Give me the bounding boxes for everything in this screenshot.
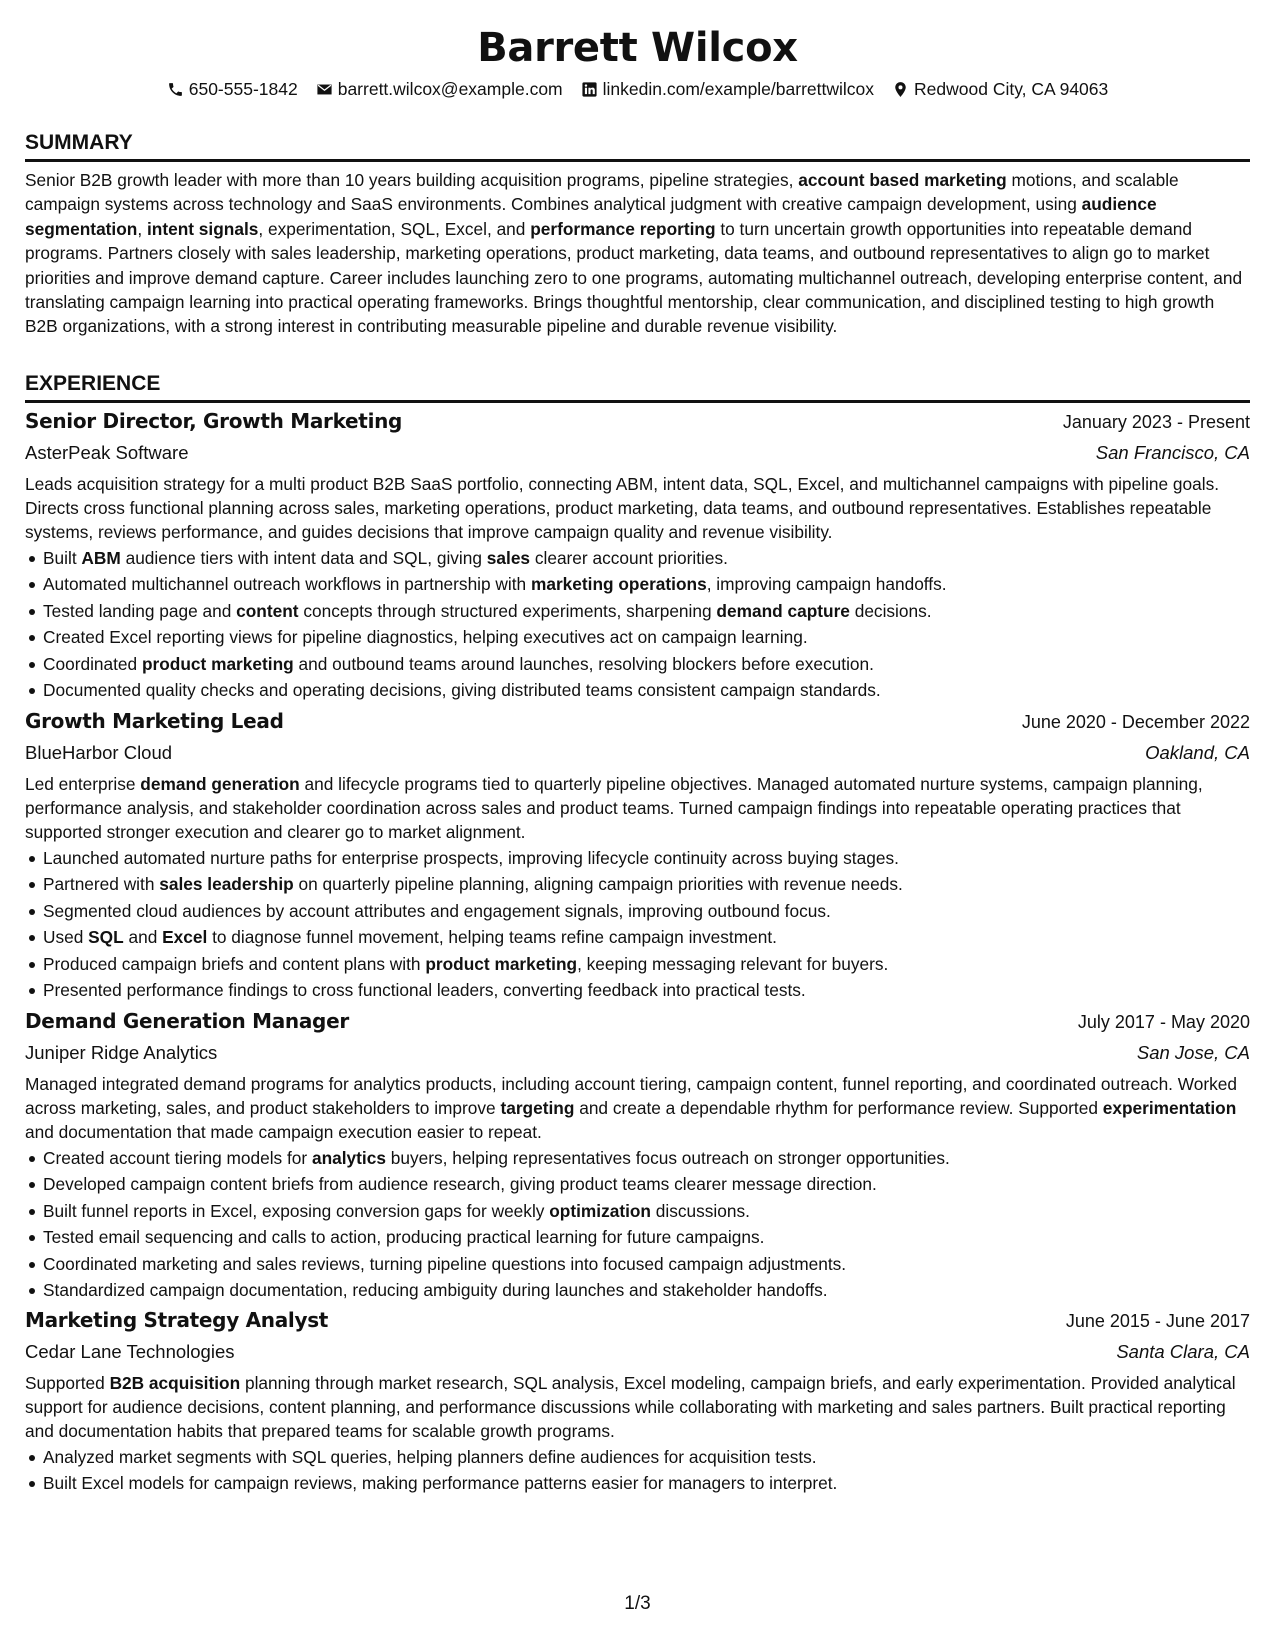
text-run: Senior B2B growth leader with more than 10 years building acquisition programs, pipeline strategies, (25, 170, 799, 190)
job-title: Senior Director, Growth Marketing (25, 409, 403, 433)
text-run: Built (43, 547, 82, 568)
linkedin-text[interactable]: linkedin.com/example/barrettwilcox (602, 79, 875, 99)
bullet-item (25, 871, 1250, 898)
text-run: , improving campaign handoffs. (706, 574, 947, 595)
job-title: Demand Generation Manager (25, 1009, 349, 1033)
job-bullets (25, 1145, 1250, 1304)
company-name: BlueHarbor Cloud (25, 742, 173, 763)
summary-text (25, 168, 1250, 339)
map-pin-icon (892, 81, 909, 98)
text-run: Tested landing page and (43, 600, 237, 621)
contact-phone (167, 78, 298, 100)
text-run: Used (43, 927, 89, 948)
candidate-name: Barrett Wilcox (477, 25, 798, 71)
bullet-item (25, 677, 1250, 704)
text-run: Built Excel models for campaign reviews, making performance patterns easier for managers to interpret. (43, 1473, 838, 1494)
text-run: concepts through structured experiments, sharpening (298, 600, 717, 621)
bold-keyword: experimentation (1102, 1098, 1237, 1119)
bullet-item (25, 898, 1250, 925)
text-run: Automated multichannel outreach workflows in partnership with (43, 574, 531, 595)
text-run: buyers, helping representatives focus outreach on stronger opportunities. (385, 1147, 950, 1168)
text-run: Standardized campaign documentation, reducing ambiguity during launches and stakeholder handoffs. (43, 1280, 828, 1301)
bold-keyword: content (236, 600, 299, 621)
bold-keyword: marketing operations (530, 574, 707, 595)
bullet-item (25, 1277, 1250, 1304)
bullet-item (25, 545, 1250, 572)
bold-keyword: audience segmentation (25, 194, 1157, 239)
company-name: Juniper Ridge Analytics (25, 1042, 218, 1063)
job-header (25, 1305, 1250, 1336)
text-run: motions, and scalable campaign systems across technology and SaaS environments. Combines analytical judgment with creative campaign development, using (25, 170, 1179, 215)
bullet-item (25, 1198, 1250, 1225)
job-description (25, 772, 1250, 845)
text-run: Coordinated (43, 653, 142, 674)
bullet-item (25, 1251, 1250, 1278)
text-run: Segmented cloud audiences by account attributes and engagement signals, improving outbound focus. (43, 900, 831, 921)
text-run: Supported (25, 1373, 110, 1393)
job-entry (25, 1006, 1250, 1304)
section-title-summary: SUMMARY (25, 130, 1250, 162)
job-description (25, 1371, 1250, 1444)
bold-keyword: Excel (162, 927, 208, 948)
experience-section (25, 371, 1250, 403)
bullet-item (25, 571, 1250, 598)
job-bullets (25, 1444, 1250, 1497)
job-dates: June 2015 - June 2017 (1065, 1311, 1250, 1331)
bold-keyword: intent signals (146, 218, 259, 239)
contact-linkedin[interactable] (581, 78, 874, 100)
bold-keyword: account based marketing (798, 170, 1007, 190)
text-run: audience tiers with intent data and SQL, giving (120, 547, 487, 568)
text-run: Developed campaign content briefs from audience research, giving product teams clearer message direction. (43, 1174, 877, 1195)
text-run: , (137, 218, 147, 239)
text-run: Managed integrated demand programs for analytics products, including account tiering, campaign content, funnel reporting, and coordinated outreach. Worked across marketing, sales, and product stakeholders to improve (25, 1074, 1238, 1119)
job-location: San Francisco, CA (1095, 442, 1250, 463)
job-dates: July 2017 - May 2020 (1077, 1012, 1250, 1032)
company-name: AsterPeak Software (25, 442, 189, 463)
job-entry (25, 1305, 1250, 1497)
text-run: Analyzed market segments with SQL queries, helping planners define audiences for acquisition tests. (43, 1446, 817, 1467)
text-run: clearer account priorities. (530, 547, 728, 568)
job-header (25, 1006, 1250, 1037)
bullet-item (25, 1224, 1250, 1251)
phone-text: 650-555-1842 (188, 79, 298, 99)
location-text: Redwood City, CA 94063 (914, 79, 1109, 99)
text-run: Created Excel reporting views for pipeline diagnostics, helping executives act on campaign learning. (43, 627, 808, 648)
contact-email[interactable] (316, 78, 563, 100)
job-entry (25, 406, 1250, 704)
bullet-item (25, 1171, 1250, 1198)
job-title: Growth Marketing Lead (25, 709, 284, 733)
text-run: decisions. (849, 600, 932, 621)
page-number: 1/3 (624, 1593, 651, 1614)
job-description (25, 472, 1250, 545)
job-dates: January 2023 - Present (1062, 412, 1250, 432)
bold-keyword: sales (486, 547, 531, 568)
bullet-item (25, 845, 1250, 872)
bold-keyword: analytics (311, 1147, 386, 1168)
job-subheader (25, 438, 1250, 468)
text-run: Documented quality checks and operating decisions, giving distributed teams consistent campaign standards. (43, 680, 881, 701)
bullet-item (25, 651, 1250, 678)
text-run: Produced campaign briefs and content plans with (43, 953, 426, 974)
text-run: Tested email sequencing and calls to action, producing practical learning for future campaigns. (43, 1227, 765, 1248)
text-run: to turn uncertain growth opportunities into repeatable demand programs. Partners closely with sales leadership, marketing operations, product marketing, data teams, and outbound representatives to align go to market priorities and improve demand capture. Career includes launching zero to one programs, automating multichannel outreach, developing enterprise content, and translating campaign learning into practical operating frameworks. Brings thoughtful mentorship, clear communication, and disciplined testing to high growth B2B organizations, with a strong interest in contributing measurable pipeline and durable revenue visibility. (25, 218, 1243, 337)
email-text[interactable]: barrett.wilcox@example.com (337, 79, 563, 99)
contact-bar (25, 78, 1250, 100)
job-subheader (25, 738, 1250, 768)
bold-keyword: demand generation (140, 774, 300, 794)
text-run: and lifecycle programs tied to quarterly pipeline objectives. Managed automated nurture systems, campaign planning, performance analysis, and stakeholder coordination across sales and product teams. Turned campaign findings into repeatable operating practices that supported stronger execution and clearer go to market alignment. (25, 774, 1203, 843)
text-run: , keeping messaging relevant for buyers. (577, 953, 889, 974)
text-run: , experimentation, SQL, Excel, and (258, 218, 531, 239)
linkedin-icon (581, 81, 598, 98)
contact-location (892, 78, 1108, 100)
job-location: Santa Clara, CA (1116, 1341, 1250, 1362)
bold-keyword: B2B acquisition (109, 1373, 241, 1393)
job-header (25, 406, 1250, 437)
text-run: on quarterly pipeline planning, aligning campaign priorities with revenue needs. (293, 874, 903, 895)
job-bullets (25, 545, 1250, 704)
bold-keyword: demand capture (716, 600, 850, 621)
text-run: Coordinated marketing and sales reviews, turning pipeline questions into focused campaign adjustments. (43, 1253, 847, 1274)
bold-keyword: optimization (549, 1200, 651, 1221)
envelope-icon (316, 81, 333, 98)
bullet-item (25, 1444, 1250, 1471)
bullet-item (25, 624, 1250, 651)
text-run: and outbound teams around launches, resolving blockers before execution. (293, 653, 874, 674)
text-run: and documentation that made campaign execution easier to repeat. (25, 1122, 542, 1143)
job-subheader (25, 1337, 1250, 1367)
job-location: San Jose, CA (1136, 1042, 1250, 1063)
section-title-experience: EXPERIENCE (25, 371, 1250, 403)
bold-keyword: SQL (88, 927, 124, 948)
job-dates: June 2020 - December 2022 (1021, 712, 1250, 732)
text-run: Partnered with (43, 874, 160, 895)
bold-keyword: sales leadership (159, 874, 294, 895)
job-description (25, 1072, 1250, 1145)
text-run: Led enterprise (25, 774, 141, 794)
text-run: Launched automated nurture paths for enterprise prospects, improving lifecycle continuity across buying stages. (43, 847, 899, 868)
job-header (25, 706, 1250, 737)
text-run: Built funnel reports in Excel, exposing conversion gaps for weekly (43, 1200, 550, 1221)
bullet-item (25, 1470, 1250, 1497)
text-run: Leads acquisition strategy for a multi product B2B SaaS portfolio, connecting ABM, intent data, SQL, Excel, and multichannel campaigns with pipeline goals. Directs cross functional planning across sales, marketing operations, product marketing, data teams, and outbound representatives. Establishes repeatable systems, reviews performance, and guides decisions that improve campaign quality and revenue visibility. (25, 474, 1220, 543)
job-bullets (25, 845, 1250, 1004)
text-run: planning through market research, SQL analysis, Excel modeling, campaign briefs, and early experimentation. Provided analytical support for audience decisions, content planning, and performance discussions while collaborating with marketing and sales partners. Built practical reporting and documentation habits that prepared teams for scalable growth programs. (25, 1373, 1236, 1442)
bullet-item (25, 951, 1250, 978)
bold-keyword: ABM (81, 547, 121, 568)
phone-icon (167, 81, 184, 98)
bold-keyword: targeting (500, 1098, 575, 1119)
text-run: Created account tiering models for (43, 1147, 312, 1168)
bold-keyword: product marketing (141, 653, 294, 674)
text-run: to diagnose funnel movement, helping teams refine campaign investment. (207, 927, 777, 948)
text-run: discussions. (651, 1200, 750, 1221)
bold-keyword: product marketing (425, 953, 578, 974)
bullet-item (25, 977, 1250, 1004)
bullet-item (25, 924, 1250, 951)
job-title: Marketing Strategy Analyst (25, 1308, 329, 1332)
resume-page (25, 0, 1250, 1494)
bold-keyword: performance reporting (530, 218, 716, 239)
job-subheader (25, 1038, 1250, 1068)
job-entry (25, 706, 1250, 1004)
job-location: Oakland, CA (1145, 742, 1250, 763)
bullet-item (25, 598, 1250, 625)
summary-section (25, 130, 1250, 339)
bullet-item (25, 1145, 1250, 1172)
text-run: and (123, 927, 163, 948)
text-run: and create a dependable rhythm for performance review. Supported (574, 1098, 1103, 1119)
company-name: Cedar Lane Technologies (25, 1341, 235, 1362)
text-run: Presented performance findings to cross functional leaders, converting feedback into practical tests. (43, 980, 806, 1001)
